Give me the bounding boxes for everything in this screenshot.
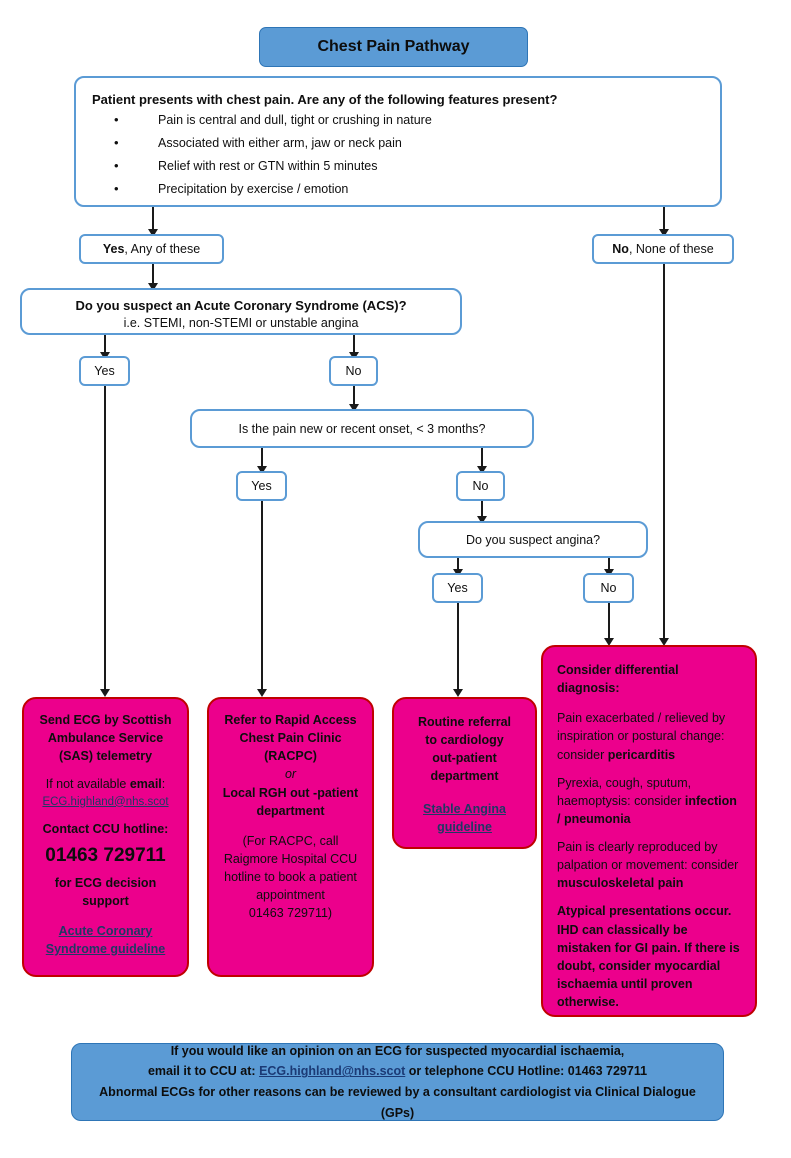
footer-line-2: [148, 1061, 647, 1082]
outcome-sas-line5: Contact CCU hotline:: [42, 822, 169, 837]
angina-yes[interactable]: Yes: [432, 573, 483, 603]
list-item: • Relief with rest or GTN within 5 minutes: [114, 159, 704, 173]
connector: [457, 603, 459, 695]
connector: [104, 386, 106, 695]
outcome-routine-link-2[interactable]: guideline: [437, 819, 492, 834]
outcome-differential-p2: [557, 774, 741, 828]
footer-line-3: Abnormal ECGs for other reasons can be reviewed by a consultant cardiologist via Clinical Dialogue (GPs): [99, 1085, 696, 1120]
outcome-routine-line1: Routine referral: [417, 715, 512, 729]
outcome-routine-link-1[interactable]: Stable Angina: [423, 801, 506, 816]
outcome-differential-p3-bold: musculoskeletal pain: [557, 876, 684, 891]
connector-arrow: [257, 689, 267, 697]
acs-subtext: i.e. STEMI, non-STEMI or unstable angina: [123, 316, 359, 330]
outcome-racpc-line4: Local RGH out -patient: [222, 785, 359, 800]
presentation-box: [74, 76, 722, 207]
outcome-sas-email-link[interactable]: ECG.highland@nhs.scot: [42, 795, 169, 808]
onset-yes[interactable]: Yes: [236, 471, 287, 501]
outcome-differential-box: [541, 645, 757, 1017]
outcome-sas-line4-bold: email: [129, 777, 162, 792]
presentation-feature-list: [92, 113, 704, 196]
outcome-differential-p3-pre: Pain is clearly reproduced by palpation or movement: consider: [557, 840, 739, 873]
angina-question: Do you suspect angina?: [465, 532, 601, 547]
outcome-racpc-note4: appointment: [256, 888, 325, 903]
acs-question: Do you suspect an Acute Coronary Syndrome (ACS)?: [75, 298, 407, 313]
connector-arrow: [100, 689, 110, 697]
outcome-racpc-note2: Raigmore Hospital CCU: [223, 851, 358, 866]
branch-yes-any-rest: , Any of these: [124, 242, 201, 256]
outcome-differential-heading: Consider differential diagnosis:: [557, 663, 679, 696]
onset-question: Is the pain new or recent onset, < 3 months?: [238, 421, 486, 436]
footer-line-1: If you would like an opinion on an ECG for suspected myocardial ischaemia,: [170, 1043, 625, 1058]
outcome-racpc-note3: hotline to book a patient: [224, 870, 357, 884]
outcome-racpc-line2: Chest Pain Clinic: [239, 731, 342, 746]
connector: [663, 264, 665, 644]
acs-yes[interactable]: Yes: [79, 356, 130, 386]
branch-yes-any-strong: Yes: [102, 242, 125, 256]
outcome-racpc-line5: department: [256, 803, 325, 818]
outcome-differential-p1-pre: Pain exacerbated / relieved by inspiration or postural change: consider: [557, 711, 726, 762]
branch-yes-any[interactable]: [79, 234, 224, 264]
outcome-routine-line3: out-patient: [432, 751, 497, 766]
outcome-sas-line4-post: :: [161, 777, 166, 792]
outcome-racpc-note5: 01463 729711): [248, 906, 333, 921]
onset-no[interactable]: No: [456, 471, 505, 501]
page-title: Chest Pain Pathway: [259, 27, 528, 67]
outcome-sas-line7: support: [82, 893, 129, 908]
outcome-racpc-line3: (RACPC): [264, 749, 317, 764]
outcome-sas-phone: 01463 729711: [45, 845, 166, 867]
branch-no-none[interactable]: [592, 234, 734, 264]
footer-email-link[interactable]: ECG.highland@nhs.scot: [259, 1064, 406, 1079]
outcome-sas-guideline-link-1[interactable]: Acute Coronary: [58, 924, 153, 939]
outcome-differential-p3: [557, 838, 741, 892]
angina-no[interactable]: No: [583, 573, 634, 603]
outcome-racpc-line1: Refer to Rapid Access: [224, 713, 357, 727]
outcome-differential-p2-pre: Pyrexia, cough, sputum, haemoptysis: consider: [557, 775, 692, 808]
outcome-racpc-or: or: [284, 767, 297, 782]
outcome-differential-p4: Atypical presentations occur. IHD can classically be mistaken for GI pain. If there is doubt, consider myocardial ischaemia until proven otherwise.: [557, 904, 740, 1009]
list-item: • Pain is central and dull, tight or crushing in nature: [114, 113, 704, 127]
connector-arrow: [453, 689, 463, 697]
branch-no-none-strong: No: [612, 242, 629, 256]
list-item: • Precipitation by exercise / emotion: [114, 182, 704, 196]
outcome-differential-p2-bold: infection / pneumonia: [557, 793, 737, 826]
outcome-routine-line2: to cardiology: [425, 733, 504, 748]
footer-line-2-post: or telephone CCU Hotline: 01463 729711: [405, 1064, 648, 1079]
outcome-sas-email-line: [32, 775, 179, 793]
outcome-sas-line4-pre: If not available: [45, 777, 130, 792]
list-item: • Associated with either arm, jaw or neck pain: [114, 136, 704, 150]
footer-line-2-pre: email it to CCU at:: [147, 1064, 260, 1079]
outcome-routine-line4: department: [430, 769, 499, 784]
outcome-sas-guideline-link-2[interactable]: Syndrome guideline: [45, 942, 166, 957]
outcome-sas-line1: Send ECG by Scottish: [39, 713, 172, 727]
connector: [261, 501, 263, 695]
acs-no[interactable]: No: [329, 356, 378, 386]
outcome-sas-line2: Ambulance Service: [47, 731, 164, 746]
outcome-differential-p1-bold: pericarditis: [607, 747, 676, 762]
acs-question-box: [20, 288, 462, 335]
footer-box: [71, 1043, 724, 1121]
outcome-differential-p1: [557, 709, 741, 763]
outcome-sas-line6: for ECG decision: [54, 875, 157, 890]
outcome-routine-box: [392, 697, 537, 849]
outcome-racpc-note1: (For RACPC, call: [242, 833, 339, 848]
onset-question-box: [190, 409, 534, 448]
outcome-racpc-box: [207, 697, 374, 977]
branch-no-none-rest: , None of these: [628, 242, 714, 256]
outcome-sas-line3: (SAS) telemetry: [58, 749, 153, 764]
presentation-question: Patient presents with chest pain. Are any of the following features present?: [92, 92, 558, 107]
outcome-sas-box: [22, 697, 189, 977]
angina-question-box: [418, 521, 648, 558]
